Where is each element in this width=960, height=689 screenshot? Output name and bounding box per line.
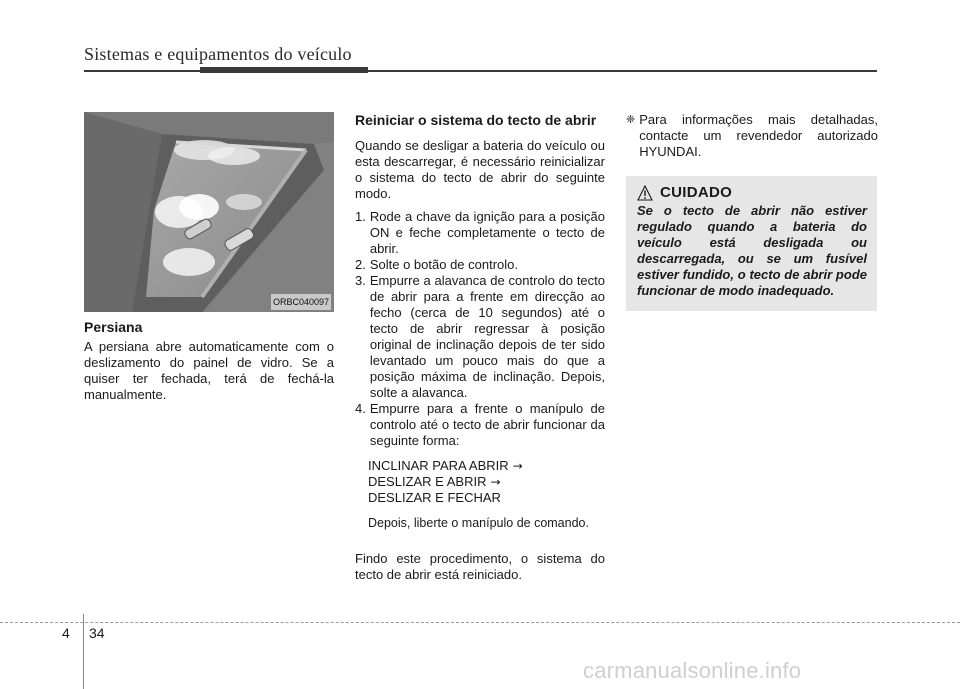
sequence-item	[368, 458, 605, 474]
sequence-label: DESLIZAR E ABRIR	[368, 474, 487, 489]
footer-divider	[83, 614, 84, 689]
page-number: 34	[89, 625, 105, 641]
sequence-item	[368, 490, 605, 506]
warning-triangle-icon	[637, 185, 653, 201]
step-number: 4.	[355, 401, 366, 416]
column-left	[84, 112, 334, 403]
step-number: 2.	[355, 257, 366, 272]
step-number: 3.	[355, 273, 366, 288]
watermark: carmanualsonline.info	[583, 658, 802, 683]
sunroof-figure	[84, 112, 334, 312]
note-text: Para informações mais detalhadas, contacte um revendedor autorizado HYUNDAI.	[639, 112, 878, 159]
sequence-label: DESLIZAR E FECHAR	[368, 490, 501, 505]
sequence-item	[368, 474, 605, 490]
section-title: Sistemas e equipamentos do veículo	[84, 44, 352, 64]
persiana-text: A persiana abre automaticamente com o deslizamento do painel de vidro. Se a quiser ter fechada, terá de fechá-la manualmente.	[84, 339, 334, 402]
caution-header	[637, 185, 867, 201]
footer-dashed-rule	[0, 622, 960, 623]
step-item	[355, 209, 605, 257]
figure-code: ORBC040097	[271, 294, 331, 310]
column-middle	[355, 112, 605, 583]
step-text: Empurre a alavanca de controlo do tecto de abrir para a frente em direcção ao fecho (cerca de 10 segundos) até o tecto de abrir regressar à posição original de inclinação depois de ter sido levantado um pouco mais do que a posição máxima de inclinação. Depois, solte a alavanca.	[369, 273, 605, 400]
header-accent-bar	[200, 67, 368, 73]
reset-steps	[355, 209, 605, 449]
step-number: 1.	[355, 209, 366, 224]
caution-title: CUIDADO	[660, 184, 733, 201]
reset-conclusion: Findo este procedimento, o sistema do tecto de abrir está reiniciado.	[355, 551, 605, 582]
arrow-right-icon: →	[512, 459, 523, 473]
persiana-heading: Persiana	[84, 319, 143, 335]
step-text: Solte o botão de controlo.	[369, 257, 519, 272]
column-right	[626, 112, 878, 311]
step-item	[355, 273, 605, 401]
step-item	[355, 257, 605, 273]
step-item	[355, 401, 605, 449]
caution-box	[626, 176, 877, 311]
arrow-right-icon: →	[490, 475, 501, 489]
caution-text: Se o tecto de abrir não estiver regulado quando a bateria do veículo está desligada ou descarregada, ou se um fusível estiver fundido, o tecto de abrir pode funcionar de modo inadequado.	[637, 203, 867, 298]
reset-intro: Quando se desligar a bateria do veículo ou esta descarregar, é necessário reinicializar o sistema do tecto de abrir do seguinte modo.	[355, 138, 605, 201]
step-text: Rode a chave da ignição para a posição ON e feche completamente o tecto de abrir.	[369, 209, 605, 256]
release-instruction: Depois, liberte o manípulo de comando.	[368, 516, 589, 530]
sequence-label: INCLINAR PARA ABRIR	[368, 458, 509, 473]
reset-heading: Reiniciar o sistema do tecto de abrir	[355, 112, 597, 128]
step-text: Empurre para a frente o manípulo de controlo até o tecto de abrir funcionar da seguinte forma:	[369, 401, 605, 448]
note-mark-icon: ❈	[626, 113, 636, 126]
sunroof-illustration	[84, 112, 334, 312]
operation-sequence	[368, 458, 605, 506]
chapter-number: 4	[62, 625, 70, 641]
dealer-note	[626, 112, 878, 160]
